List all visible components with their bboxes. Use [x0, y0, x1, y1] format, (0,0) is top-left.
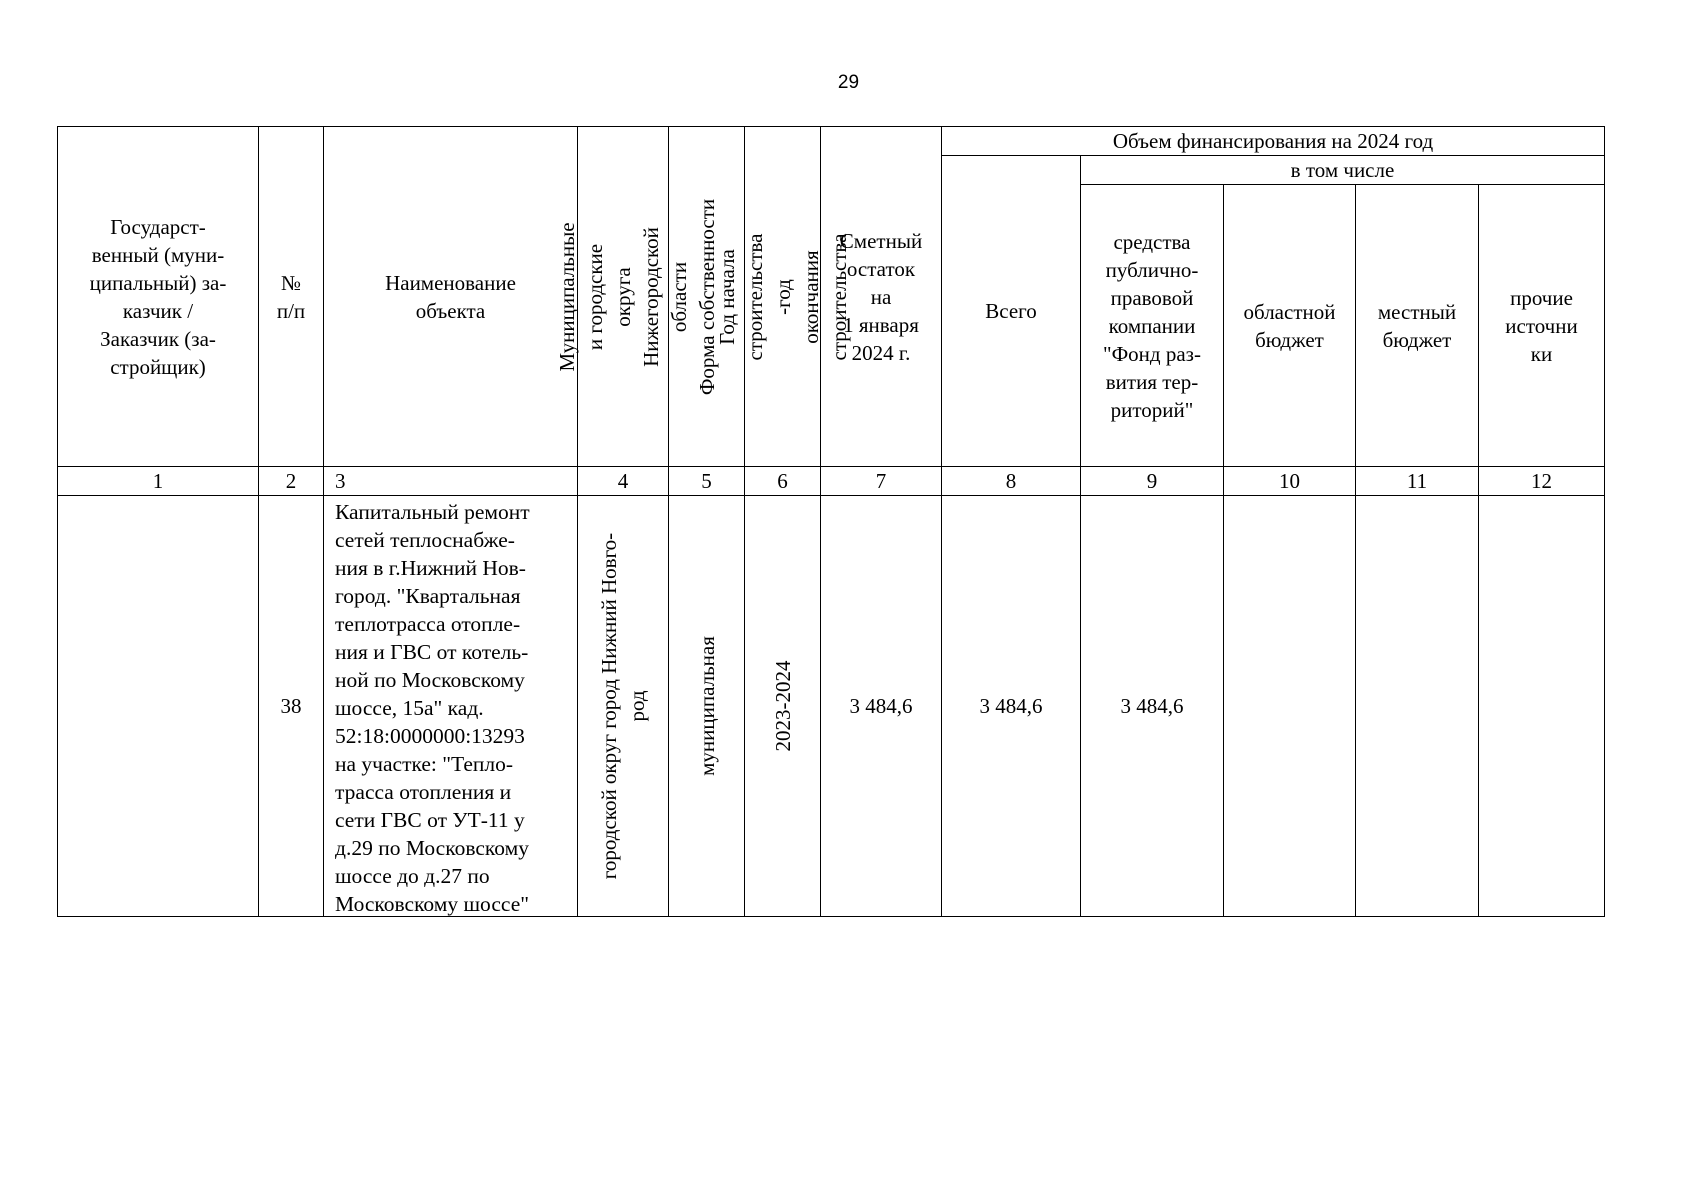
- column-number: 12: [1479, 467, 1605, 496]
- cell-other: [1479, 496, 1605, 917]
- header-customer: Государст- венный (муни- ципальный) за- казчик / Заказчик (за- стройщик): [58, 127, 259, 467]
- cell-total: 3 484,6: [942, 496, 1081, 917]
- cell-local: [1356, 496, 1479, 917]
- header-total: Всего: [942, 156, 1081, 467]
- column-number: 7: [821, 467, 942, 496]
- cell-municipality: городской округ город Нижний Новго- род: [578, 496, 669, 917]
- cell-customer: [58, 496, 259, 917]
- cell-ownership: муниципальная: [669, 496, 745, 917]
- column-number: 5: [669, 467, 745, 496]
- header-municipality: Муниципальные и городские округа Нижегородской области: [578, 127, 669, 467]
- header-ownership: Форма собственности: [669, 127, 745, 467]
- cell-fund: 3 484,6: [1081, 496, 1224, 917]
- header-local: местный бюджет: [1356, 185, 1479, 467]
- header-estimate: Сметный остаток на 1 января 2024 г.: [821, 127, 942, 467]
- header-including: в том числе: [1081, 156, 1605, 185]
- cell-number: 38: [259, 496, 324, 917]
- header-fund: средства публично- правовой компании "Фонд раз- вития тер- риторий": [1081, 185, 1224, 467]
- column-number-row: [58, 467, 1605, 496]
- cell-regional: [1224, 496, 1356, 917]
- column-number: 10: [1224, 467, 1356, 496]
- table-row: [58, 496, 1605, 917]
- column-number: 4: [578, 467, 669, 496]
- column-number: 3: [324, 467, 578, 496]
- header-object-name: Наименование объекта: [324, 127, 578, 467]
- header-regional: областной бюджет: [1224, 185, 1356, 467]
- header-funding-group: Объем финансирования на 2024 год: [942, 127, 1605, 156]
- page-number: 29: [837, 72, 860, 93]
- cell-years: 2023-2024: [745, 496, 821, 917]
- header-years: Год начала строительства -год окончания строительства: [745, 127, 821, 467]
- header-other: прочие источни ки: [1479, 185, 1605, 467]
- column-number: 8: [942, 467, 1081, 496]
- column-number: 1: [58, 467, 259, 496]
- header-number: № п/п: [259, 127, 324, 467]
- column-number: 9: [1081, 467, 1224, 496]
- column-number: 6: [745, 467, 821, 496]
- column-number: 11: [1356, 467, 1479, 496]
- column-number: 2: [259, 467, 324, 496]
- financing-table: [57, 126, 1605, 917]
- cell-estimate: 3 484,6: [821, 496, 942, 917]
- cell-object-name: Капитальный ремонт сетей теплоснабже- ния в г.Нижний Нов- город. "Квартальная теплотрасса отопле- ния и ГВС от котель- ной по Московскому шоссе, 15а" кад. 52:18:0000000:13293 на участке: "Тепло- трасса отопления и сети ГВС от УТ-11 у д.29 по Московскому шоссе до д.27 по Московскому шоссе": [324, 496, 578, 917]
